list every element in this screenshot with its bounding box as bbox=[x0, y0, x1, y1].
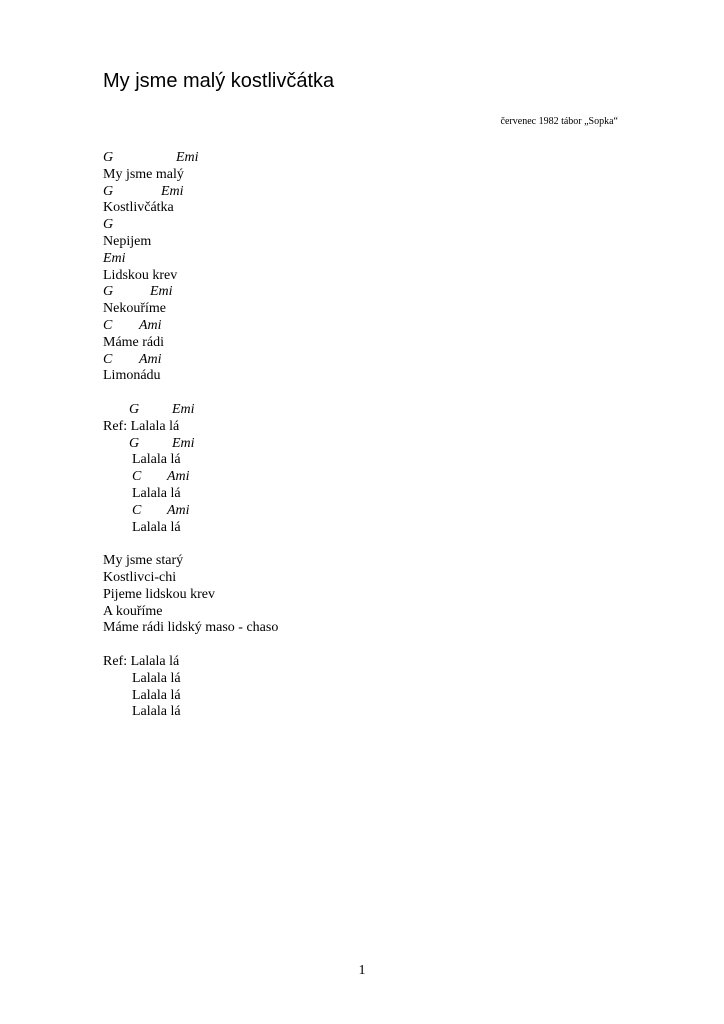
lyric-line: Kostlivčátka bbox=[103, 200, 174, 216]
lyric-line: Lalala lá bbox=[132, 687, 181, 703]
song-subtitle: červenec 1982 tábor „Sopka“ bbox=[500, 116, 618, 127]
chord: C bbox=[132, 502, 142, 518]
lyric-line: Kostlivci-chi bbox=[103, 569, 177, 585]
chord: Ami bbox=[139, 317, 162, 333]
lyric-line: Nekouříme bbox=[103, 301, 166, 317]
lyric-line: Lalala lá bbox=[132, 519, 181, 535]
lyric-line: Máme rádi lidský maso - chaso bbox=[103, 620, 279, 636]
chord-line bbox=[103, 352, 278, 369]
lyric-line: My jsme malý bbox=[103, 166, 184, 182]
chord: G bbox=[103, 284, 114, 300]
chord: G bbox=[129, 401, 140, 417]
chord: Ami bbox=[167, 502, 190, 518]
lyric-line: Nepijem bbox=[103, 233, 152, 249]
chord-line bbox=[103, 436, 278, 453]
lyric-line: Lalala lá bbox=[132, 670, 181, 686]
chord: Emi bbox=[172, 435, 195, 451]
chord: Emi bbox=[103, 250, 126, 266]
lyric-line: My jsme starý bbox=[103, 553, 184, 569]
chord-line bbox=[103, 184, 278, 201]
lyric-line: A kouříme bbox=[103, 603, 163, 619]
chord: G bbox=[103, 217, 114, 233]
lyric-line: Ref: Lalala lá bbox=[103, 418, 180, 434]
chord: C bbox=[132, 469, 142, 485]
lyric-line: Pijeme lidskou krev bbox=[103, 586, 215, 602]
chord-line bbox=[103, 251, 278, 268]
chord: Emi bbox=[161, 183, 184, 199]
chord-line bbox=[103, 150, 278, 167]
chord-line bbox=[103, 503, 278, 520]
chord-line bbox=[103, 217, 278, 234]
chord-line bbox=[103, 469, 278, 486]
song-body bbox=[103, 150, 278, 721]
chord: C bbox=[103, 317, 113, 333]
chord: Ami bbox=[167, 469, 190, 485]
lyric-line: Lalala lá bbox=[132, 452, 181, 468]
lyric-line: Ref: Lalala lá bbox=[103, 653, 180, 669]
chord: C bbox=[103, 351, 113, 367]
lyric-line: Lalala lá bbox=[132, 704, 181, 720]
chord-line bbox=[103, 284, 278, 301]
page-number: 1 bbox=[358, 963, 366, 978]
chord: G bbox=[129, 435, 140, 451]
lyric-line: Máme rádi bbox=[103, 334, 165, 350]
chord: Ami bbox=[139, 351, 162, 367]
song-title: My jsme malý kostlivčátka bbox=[103, 70, 335, 92]
chord-line bbox=[103, 402, 278, 419]
chord: G bbox=[103, 150, 114, 165]
chord: Emi bbox=[150, 284, 173, 300]
chord: Emi bbox=[172, 401, 195, 417]
chord: Emi bbox=[176, 150, 199, 165]
chord: G bbox=[103, 183, 114, 199]
lyric-line: Lalala lá bbox=[132, 485, 181, 501]
chord-line bbox=[103, 318, 278, 335]
lyric-line: Lidskou krev bbox=[103, 267, 178, 283]
lyric-line: Limonádu bbox=[103, 368, 161, 384]
